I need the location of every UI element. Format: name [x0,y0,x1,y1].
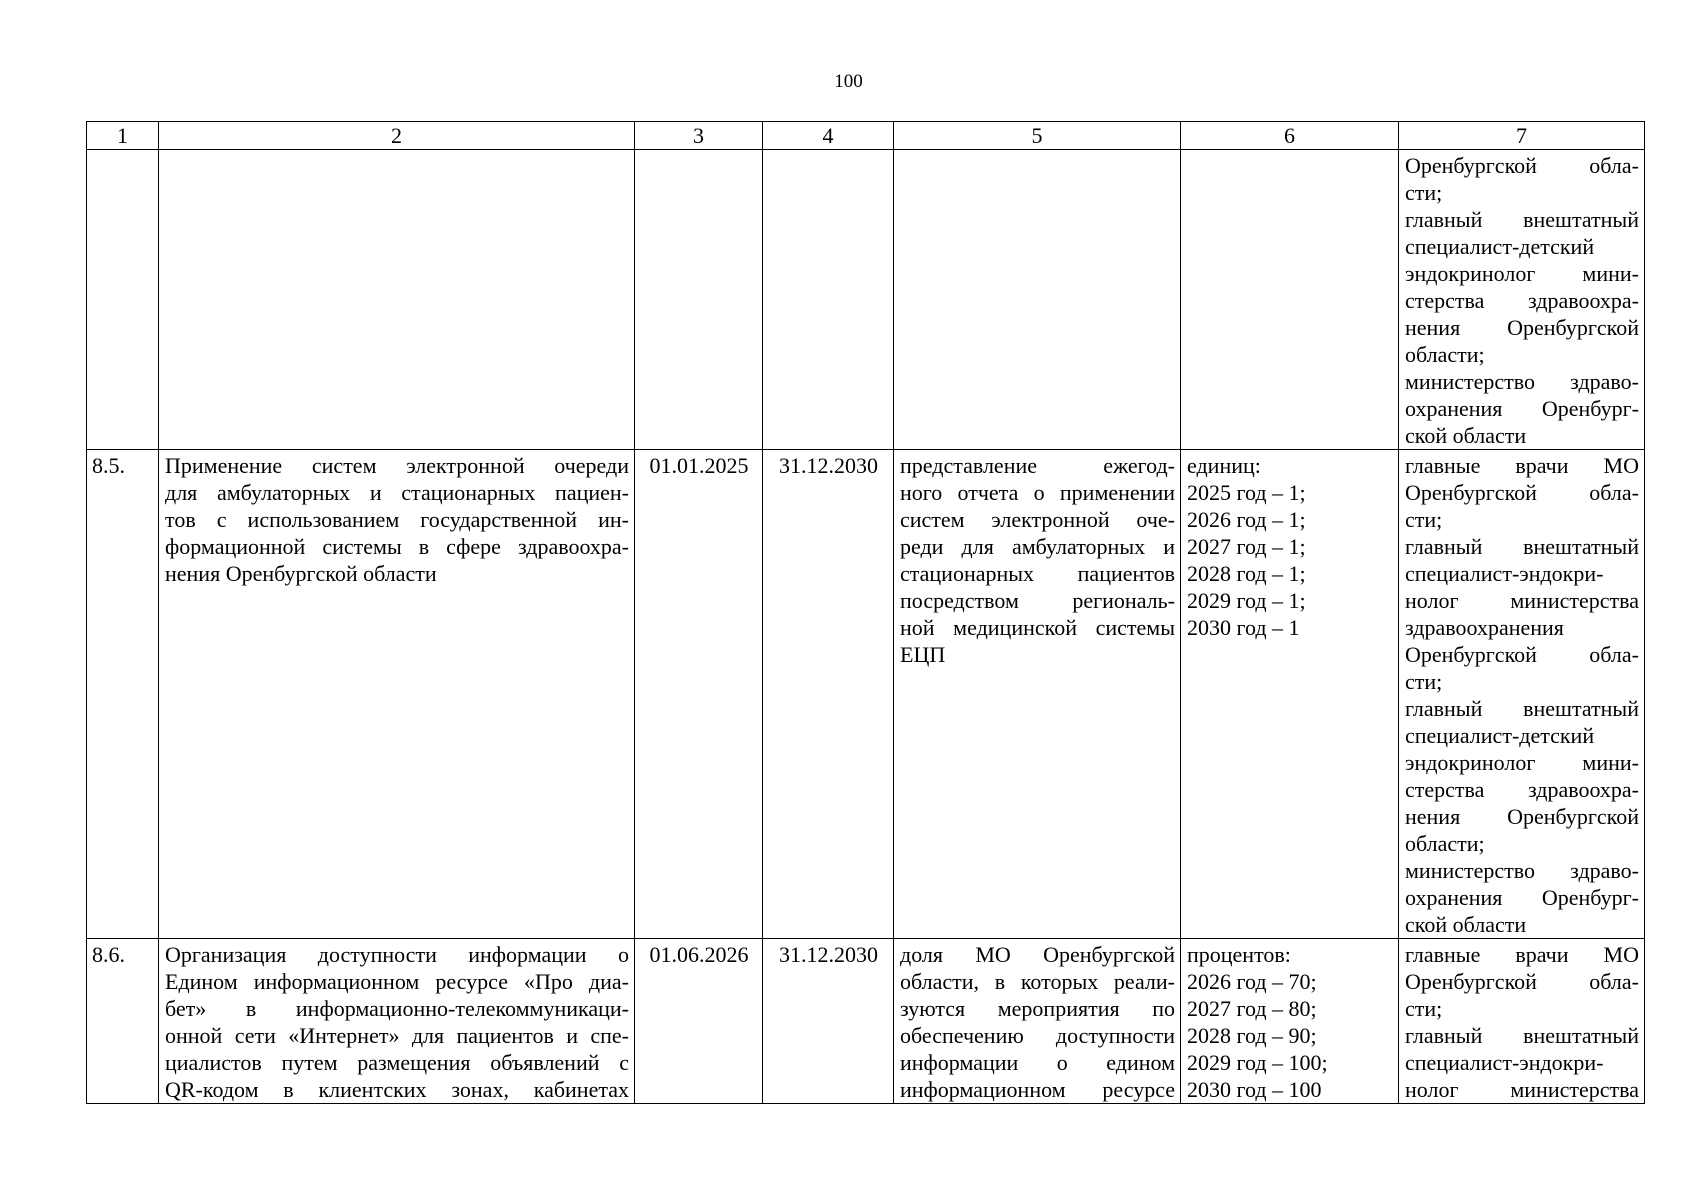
start-date-cell: 01.06.2026 [635,939,763,1104]
text-line: стационарных пациентов [900,561,1175,586]
text-line: 2030 год – 100 [1187,1077,1322,1102]
text-line: представление ежегод- [900,453,1175,478]
responsible-cell [1399,939,1645,1104]
text-line: для амбулаторных и стационарных пациен- [165,480,629,505]
table-row [87,150,1645,450]
text-line: Оренбургской обла- [1405,153,1639,178]
text-line: главный внештатный [1405,1023,1639,1048]
text-line: QR-кодом в клиентских зонах, кабинетах [165,1077,629,1102]
row-number-cell: 8.5. [87,450,159,939]
responsible-cell [1399,450,1645,939]
text-line: реди для амбулаторных и [900,534,1175,559]
text-line: Оренбургской обла- [1405,642,1639,667]
text-line: онной сети «Интернет» для пациентов и спе- [165,1023,629,1048]
result-cell [894,450,1181,939]
column-header: 7 [1399,122,1645,150]
text-line: нения Оренбургской [1405,315,1639,340]
text-line: 2027 год – 80; [1187,996,1317,1021]
text-line: главный внештатный [1405,696,1639,721]
text-line: ЕЦП [900,642,946,667]
end-date-cell [763,150,894,450]
text-line: нения Оренбургской области [165,561,437,586]
text-line: области, в которых реали- [900,969,1175,994]
text-line: ской области [1405,912,1527,937]
text-line: области; [1405,342,1485,367]
text-line: здравоохранения [1405,615,1564,640]
page-number: 100 [834,71,863,92]
text-line: нолог министерства [1405,588,1639,613]
text-line: нолог министерства [1405,1077,1639,1102]
text-line: Едином информационном ресурсе «Про диа- [165,969,629,994]
text-line: систем электронной оче- [900,507,1175,532]
text-line: Организация доступности информации о [165,942,629,967]
text-line: главные врачи МО [1405,453,1639,478]
text-line: 2026 год – 1; [1187,507,1306,532]
activity-cell [159,150,635,450]
responsible-cell [1399,150,1645,450]
activities-table [86,121,1645,1104]
text-line: 2029 год – 100; [1187,1050,1328,1075]
text-line: ного отчета о применении [900,480,1175,505]
text-line: охранения Оренбург- [1405,396,1639,421]
text-line: ской области [1405,423,1527,448]
text-line: главные врачи МО [1405,942,1639,967]
text-line: циалистов путем размещения объявлений с [165,1050,629,1075]
text-line: 2028 год – 90; [1187,1023,1317,1048]
indicator-cell [1181,150,1399,450]
text-line: информационном ресурсе [900,1077,1175,1102]
result-cell [894,150,1181,450]
text-line: эндокринолог мини- [1405,261,1639,286]
text-line: тов с использованием государственной ин- [165,507,629,532]
text-line: министерство здраво- [1405,369,1639,394]
text-line: сти; [1405,996,1443,1021]
text-line: ной медицинской системы [900,615,1175,640]
activity-cell [159,450,635,939]
text-line: Оренбургской обла- [1405,969,1639,994]
text-line: бет» в информационно-телекоммуникаци- [165,996,629,1021]
text-line: главный внештатный [1405,207,1639,232]
text-line: 2027 год – 1; [1187,534,1306,559]
text-line: обеспечению доступности [900,1023,1175,1048]
result-cell [894,939,1181,1104]
text-line: специалист-эндокри- [1405,561,1604,586]
text-line: 2025 год – 1; [1187,480,1306,505]
text-line: специалист-детский [1405,234,1595,259]
table-row [87,450,1645,939]
row-number-cell: 8.6. [87,939,159,1104]
text-line: сти; [1405,669,1443,694]
text-line: 2026 год – 70; [1187,969,1317,994]
activity-cell [159,939,635,1104]
end-date-cell: 31.12.2030 [763,450,894,939]
table-row [87,939,1645,1104]
text-line: формационной системы в сфере здравоохра- [165,534,629,559]
text-line: министерство здраво- [1405,858,1639,883]
column-header: 6 [1181,122,1399,150]
column-header: 3 [635,122,763,150]
text-line: доля МО Оренбургской [900,942,1175,967]
text-line: специалист-детский [1405,723,1595,748]
text-line: 2030 год – 1 [1187,615,1300,640]
start-date-cell: 01.01.2025 [635,450,763,939]
text-line: сти; [1405,180,1443,205]
text-line: охранения Оренбург- [1405,885,1639,910]
row-number-cell [87,150,159,450]
column-header: 2 [159,122,635,150]
indicator-cell [1181,939,1399,1104]
column-header: 5 [894,122,1181,150]
column-header: 1 [87,122,159,150]
text-line: нения Оренбургской [1405,804,1639,829]
table-header-row [87,122,1645,150]
text-line: 2028 год – 1; [1187,561,1306,586]
text-line: Применение систем электронной очереди [165,453,629,478]
start-date-cell [635,150,763,450]
text-line: процентов: [1187,942,1291,967]
column-header: 4 [763,122,894,150]
text-line: единиц: [1187,453,1261,478]
text-line: зуются мероприятия по [900,996,1175,1021]
text-line: сти; [1405,507,1443,532]
text-line: эндокринолог мини- [1405,750,1639,775]
text-line: посредством региональ- [900,588,1175,613]
text-line: области; [1405,831,1485,856]
text-line: стерства здравоохра- [1405,288,1639,313]
text-line: Оренбургской обла- [1405,480,1639,505]
text-line: главный внештатный [1405,534,1639,559]
text-line: 2029 год – 1; [1187,588,1306,613]
text-line: специалист-эндокри- [1405,1050,1604,1075]
indicator-cell [1181,450,1399,939]
end-date-cell: 31.12.2030 [763,939,894,1104]
text-line: стерства здравоохра- [1405,777,1639,802]
text-line: информации о едином [900,1050,1175,1075]
